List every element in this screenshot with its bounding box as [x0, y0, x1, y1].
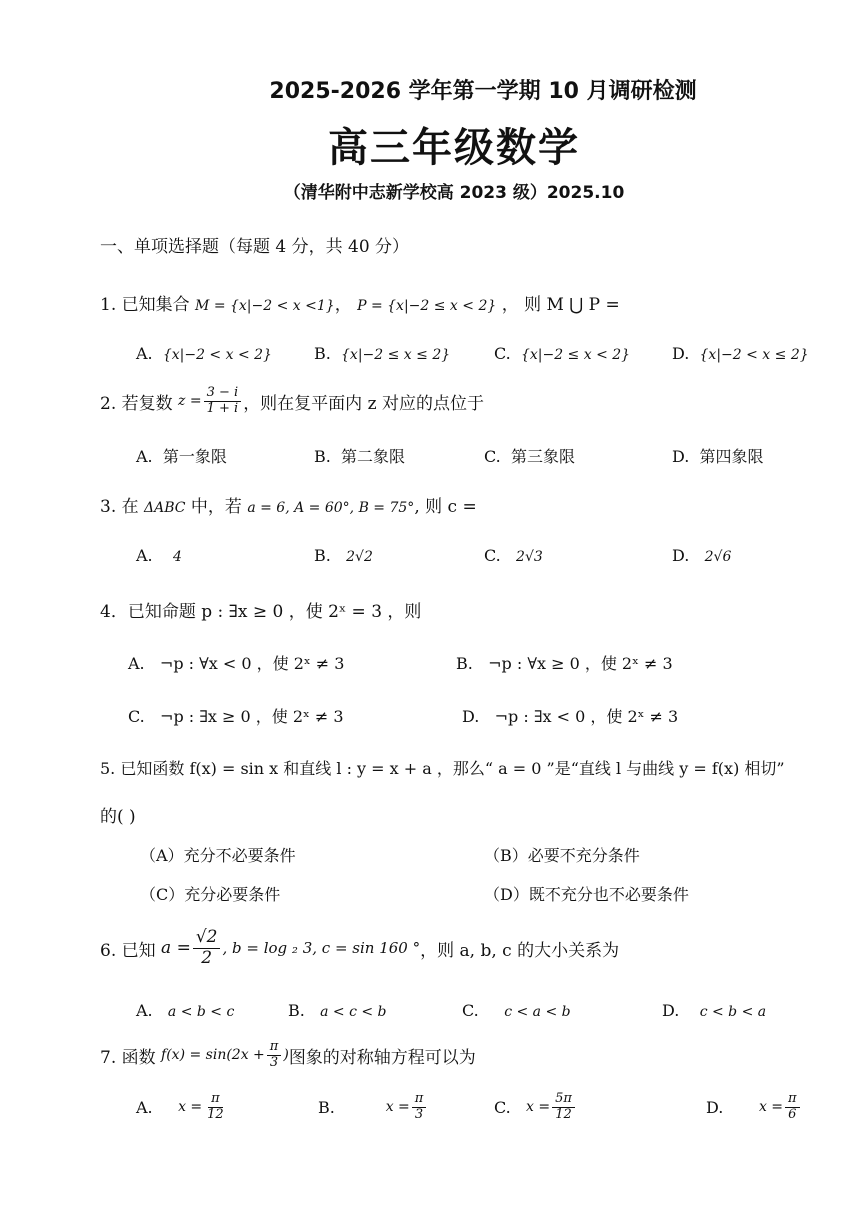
- q1-set-m: M = {x|−2 < x <1}: [195, 298, 335, 314]
- q2-z-eq: z =: [178, 393, 202, 410]
- q1-option-c: C. {x|−2 ≤ x < 2}: [494, 344, 631, 363]
- q3-option-c: C. 2√3: [484, 546, 543, 565]
- q5-option-d: （D）既不充分也不必要条件: [484, 885, 689, 904]
- q1-option-b: B. {x|−2 ≤ x ≤ 2}: [314, 344, 451, 363]
- q2-stem-suffix: ，则在复平面内 z 对应的点位于: [243, 393, 484, 414]
- q6-option-c: C. c < a < b: [462, 1001, 571, 1020]
- q2-fraction: $\frac{3 - i}{1 + i}$: [204, 386, 242, 417]
- q6-option-a: A. a < b < c: [136, 1001, 235, 1020]
- q3-option-d: D. 2√6: [672, 546, 732, 565]
- q5-option-c: （C）充分必要条件: [140, 885, 281, 904]
- q3-option-a: A. 4: [136, 546, 182, 565]
- q4-option-c: C. ¬p : ∃x ≥ 0 ，使 2ˣ ≠ 3: [128, 707, 344, 726]
- q1-stem-prefix: 1. 已知集合: [100, 295, 190, 315]
- q4-option-b: B. ¬p : ∀x ≥ 0 ，使 2ˣ ≠ 3: [456, 654, 673, 673]
- question-5-line-2: 的( ): [100, 807, 136, 827]
- page-title: 高三年级数学: [328, 125, 580, 171]
- exam-subtitle: 2025-2026 学年第一学期 10 月调研检测: [269, 79, 697, 104]
- school-line: （清华附中志新学校高 2023 级）2025.10: [283, 183, 625, 203]
- question-5-line-1: 5. 已知函数 f(x) = sin x 和直线 l : y = x + a ，那么“ a = 0 ”是“直线 l 与曲线 y = f(x) 相切”: [100, 759, 785, 778]
- section-heading: 一、单项选择题（每题 4 分，共 40 分）: [100, 237, 410, 257]
- q7-option-a: A. x = $\frac{\pi}{12}$: [136, 1091, 224, 1122]
- q2-option-c: C. 第三象限: [484, 447, 575, 466]
- q3-condition: a = 6, A = 60°, B = 75°: [247, 500, 415, 516]
- q5-option-a: （A）充分不必要条件: [140, 846, 296, 865]
- q2-option-a: A. 第一象限: [136, 447, 227, 466]
- q2-option-b: B. 第二象限: [314, 447, 406, 466]
- q6-option-d: D. c < b < a: [662, 1001, 767, 1020]
- q7-option-b: B. x = $\frac{\pi}{3}$: [318, 1092, 428, 1123]
- q6-fraction: $\frac{√2}{2}$: [193, 928, 221, 968]
- q1-option-a: A. {x|−2 < x < 2}: [136, 344, 272, 363]
- q3-option-b: B. 2√2: [314, 546, 373, 565]
- q7-option-d: D. x = $\frac{\pi}{6}$: [706, 1092, 802, 1123]
- q2-option-d: D. 第四象限: [672, 447, 764, 466]
- question-4: 4．已知命题 p : ∃x ≥ 0 ，使 2ˣ = 3 ，则: [100, 602, 422, 622]
- q3-triangle: ΔABC: [144, 500, 186, 516]
- q1-stem-suffix: ， 则 M ⋃ P =: [501, 295, 620, 315]
- q7-fraction: $\frac{\pi}{3}$: [267, 1040, 282, 1071]
- q7-option-c: C. x = $\frac{5\pi}{12}$: [494, 1092, 577, 1123]
- question-3: 3. 在 ΔABC 中，若 a = 6, A = 60°, B = 75°, 则 c =: [100, 497, 477, 517]
- question-1: [100, 290, 620, 315]
- question-7: 7. 函数 f(x) = sin(2x + $\frac{\pi}{3}$ ) 图象的对称轴方程可以为: [100, 1039, 476, 1070]
- q1-option-d: D. {x|−2 < x ≤ 2}: [672, 344, 809, 363]
- q4-option-d: D. ¬p : ∃x < 0 ，使 2ˣ ≠ 3: [462, 707, 679, 726]
- q2-stem-prefix: 2. 若复数: [100, 393, 173, 414]
- q4-option-a: A. ¬p : ∀x < 0 ，使 2ˣ ≠ 3: [128, 654, 345, 673]
- q1-set-p: P = {x|−2 ≤ x < 2}: [357, 298, 497, 314]
- question-2: [100, 386, 484, 417]
- question-6: 6. 已知 a = $\frac{√2}{2}$ , b = log ₂ 3, c = sin 160 ° ，则 a, b, c 的大小关系为: [100, 927, 620, 968]
- q6-option-b: B. a < c < b: [288, 1001, 387, 1020]
- q5-option-b: （B）必要不充分条件: [484, 846, 640, 865]
- q1-sep: ，: [334, 295, 352, 315]
